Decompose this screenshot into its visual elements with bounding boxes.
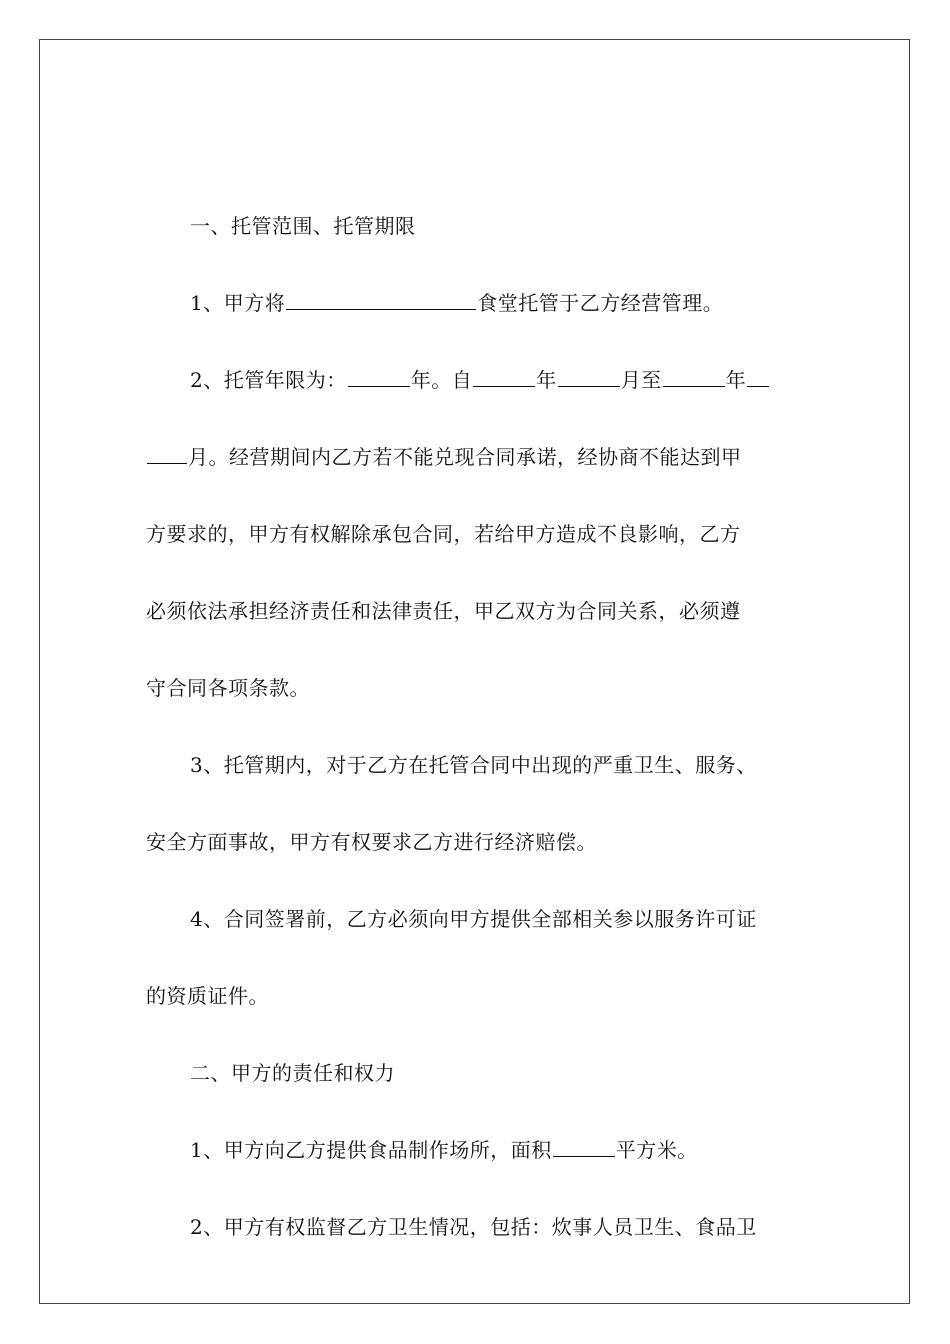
blank-canteen-name	[286, 283, 476, 310]
section-heading-2: 二、甲方的责任和权力	[190, 1061, 395, 1085]
clause-1-3-line-1: 3、托管期内，对于乙方在托管合同中出现的严重卫生、服务、	[190, 753, 757, 777]
section-heading-1: 一、托管范围、托管期限	[190, 214, 416, 238]
clause-1-2-line-1: 2、托管年限为： 年。自 年 月至 年	[146, 360, 816, 437]
document-body	[146, 206, 816, 1284]
blank-start-month	[558, 360, 620, 387]
clause-1-1: 1、甲方将 食堂托管于乙方经营管理。	[146, 283, 816, 360]
clause-1-3-line-2: 安全方面事故，甲方有权要求乙方进行经济赔偿。	[146, 830, 597, 854]
clause-1-2-line-5: 守合同各项条款。	[146, 676, 310, 700]
blank-start-year	[473, 360, 535, 387]
blank-area	[553, 1130, 615, 1157]
clause-1-4-line-2: 的资质证件。	[146, 984, 269, 1008]
clause-2-1: 1、甲方向乙方提供食品制作场所，面积 平方米。	[146, 1130, 816, 1207]
clause-1-4-line-1: 4、合同签署前，乙方必须向甲方提供全部相关参以服务许可证	[190, 907, 757, 931]
blank-end-month-part-2	[147, 437, 187, 464]
blank-end-month-part-1	[747, 360, 769, 387]
clause-1-2-line-3: 方要求的，甲方有权解除承包合同，若给甲方造成不良影响，乙方	[146, 522, 741, 546]
clause-2-2-line-1: 2、甲方有权监督乙方卫生情况，包括：炊事人员卫生、食品卫	[190, 1215, 757, 1239]
blank-end-year	[663, 360, 725, 387]
clause-1-2-line-2: 月。经营期间内乙方若不能兑现合同承诺，经协商不能达到甲	[146, 437, 816, 514]
blank-years	[348, 360, 410, 387]
clause-1-2-line-4: 必须依法承担经济责任和法律责任，甲乙双方为合同关系，必须遵	[146, 599, 741, 623]
